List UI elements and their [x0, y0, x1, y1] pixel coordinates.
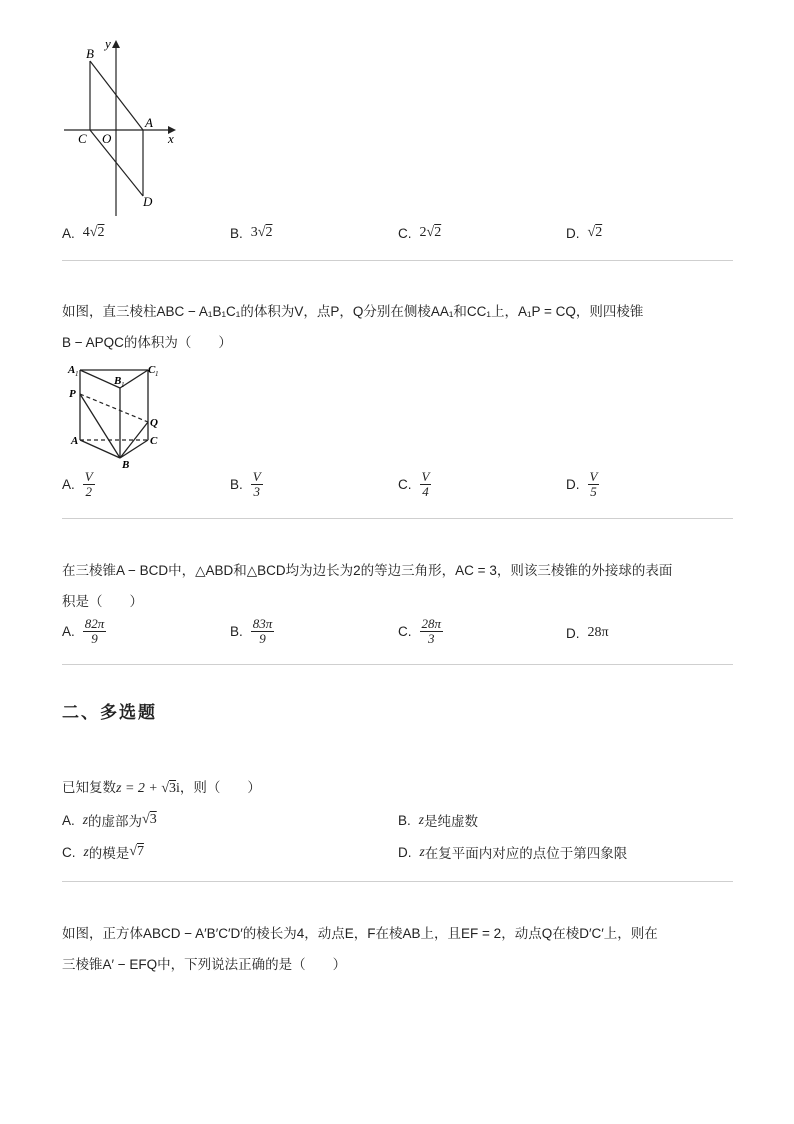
- option-b[interactable]: [230, 225, 272, 241]
- option-letter: B.: [230, 477, 243, 492]
- edge-BC: [120, 440, 148, 458]
- option-fraction: $\frac{28\pi}{3}$: [421, 616, 442, 646]
- option-c[interactable]: [398, 470, 431, 499]
- option-letter: D.: [398, 844, 412, 860]
- option-letter: B.: [230, 225, 243, 241]
- option-c[interactable]: [398, 617, 443, 646]
- option-b[interactable]: B. z 是纯虚数: [398, 812, 479, 829]
- label-C1: C: [148, 364, 156, 376]
- option-fraction: $\frac{V}{3}$: [252, 469, 261, 499]
- option-value: 28π: [587, 625, 609, 640]
- option-fraction: $\frac{V}{5}$: [589, 469, 598, 499]
- label-C1-sub: 1: [155, 370, 159, 378]
- label-C: C: [150, 435, 158, 447]
- label-A: A: [71, 435, 79, 447]
- option-letter: D.: [566, 625, 580, 641]
- question-cube-line1: 如图，正方体ABCD − A′B′C′D′的棱长为4，动点E，F在棱AB上，且EF = 2，动点Q在棱D′C′上，则在: [62, 926, 658, 941]
- divider: [62, 664, 733, 665]
- option-letter: C.: [62, 844, 76, 860]
- option-fraction: $\frac{V}{2}$: [84, 469, 93, 499]
- label-D: D: [143, 194, 153, 209]
- option-value: 4√2: [82, 225, 105, 240]
- label-B: B: [122, 459, 130, 470]
- question-prism-line2: B − APQC的体积为（ ）: [62, 335, 232, 350]
- option-d[interactable]: D. z 在复平面内对应的点位于第四象限: [398, 844, 628, 861]
- option-fraction: $\frac{V}{4}$: [421, 469, 430, 499]
- label-B: B: [86, 46, 94, 61]
- option-value: 3√2: [250, 225, 273, 240]
- option-letter: C.: [398, 624, 412, 639]
- question-prism-line1: 如图，直三棱柱ABC − A₁B₁C₁的体积为V，点P，Q分别在侧棱AA₁和CC₁上，A₁P = CQ，则四棱锥: [62, 304, 644, 319]
- option-letter: C.: [398, 225, 412, 241]
- option-value: 2√2: [419, 225, 442, 240]
- label-A1-sub: 1: [75, 370, 79, 378]
- option-letter: B.: [230, 624, 243, 639]
- divider: [62, 881, 733, 882]
- option-b[interactable]: [230, 617, 274, 646]
- option-c[interactable]: [398, 225, 441, 241]
- coordinate-figure: [60, 36, 190, 221]
- option-letter: A.: [62, 225, 75, 241]
- option-c[interactable]: C. z 的模是 √7: [62, 844, 144, 861]
- option-a[interactable]: [62, 225, 104, 241]
- label-x: x: [168, 131, 174, 146]
- option-letter: D.: [566, 225, 580, 241]
- question-cube-line2: 三棱锥A′ − EFQ中，下列说法正确的是（ ）: [62, 957, 347, 972]
- label-B1: B: [114, 375, 122, 387]
- option-letter: A.: [62, 812, 75, 828]
- label-y: y: [105, 36, 111, 51]
- option-a[interactable]: A. z 的虚部为 √3: [62, 812, 157, 829]
- option-a[interactable]: [62, 617, 106, 646]
- prism-figure: [62, 362, 162, 470]
- label-A1: A: [68, 364, 76, 376]
- option-letter: D.: [566, 477, 580, 492]
- divider: [62, 518, 733, 519]
- question-sphere-line2: 积是（ ）: [62, 594, 143, 609]
- option-a[interactable]: [62, 470, 95, 499]
- option-letter: A.: [62, 624, 75, 639]
- question-sphere-line1: 在三棱锥A − BCD中，△ABD和△BCD均为边长为2的等边三角形，AC = 3，则该三棱锥的外接球的表面: [62, 563, 673, 578]
- divider: [62, 260, 733, 261]
- label-A: A: [145, 115, 153, 130]
- label-C: C: [78, 131, 87, 146]
- label-Q: Q: [150, 417, 158, 429]
- option-letter: B.: [398, 812, 411, 828]
- option-d[interactable]: [566, 625, 609, 641]
- option-value: √2: [587, 225, 603, 240]
- section-title: 二、多选题: [62, 703, 157, 722]
- label-B1-sub: 1: [121, 381, 125, 389]
- option-fraction: $\frac{82\pi}{9}$: [84, 616, 105, 646]
- option-d[interactable]: [566, 470, 599, 499]
- label-O: O: [102, 131, 112, 146]
- option-d[interactable]: [566, 225, 602, 241]
- option-fraction: $\frac{83\pi}{9}$: [252, 616, 273, 646]
- label-P: P: [69, 388, 76, 400]
- option-b[interactable]: [230, 470, 263, 499]
- y-axis-arrow: [112, 40, 120, 48]
- segment-PQ: [80, 394, 148, 422]
- option-letter: C.: [398, 477, 412, 492]
- option-letter: A.: [62, 477, 75, 492]
- question-complex-stem: 已知复数z = 2 + √3i，则（ ）: [62, 780, 261, 796]
